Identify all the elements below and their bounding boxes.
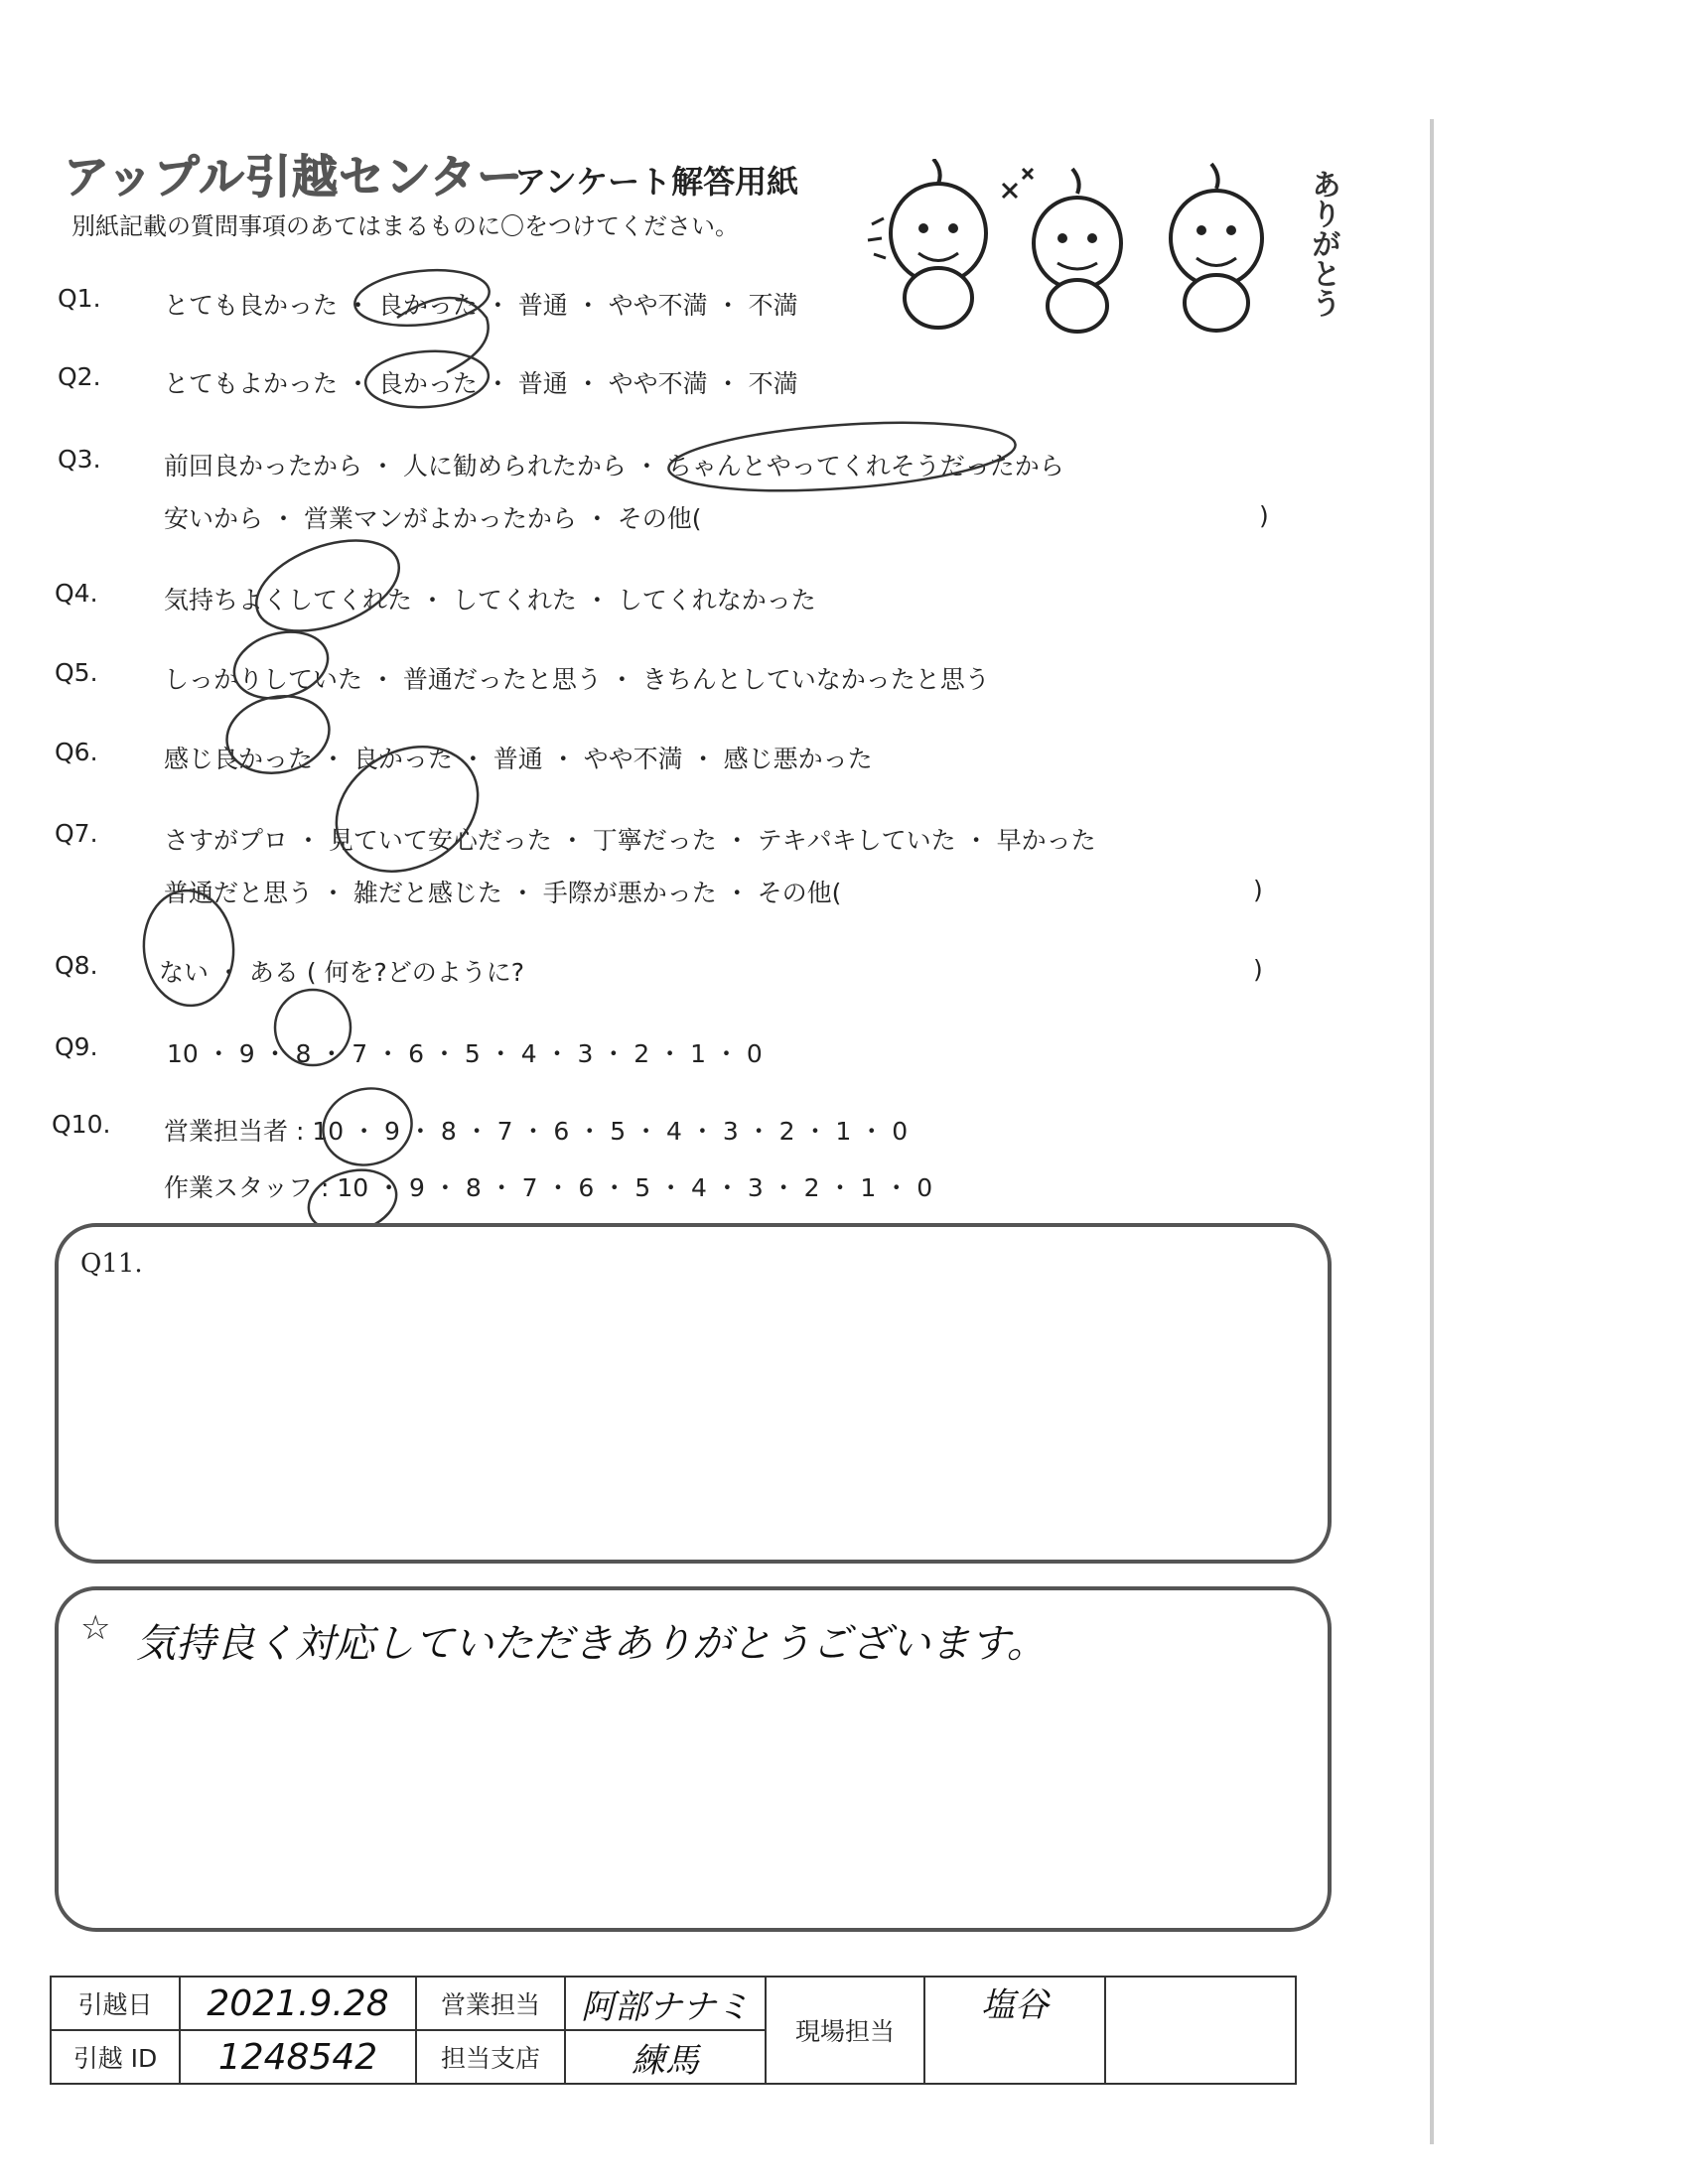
- q3-options-line2[interactable]: 安いから ・ 営業マンがよかったから ・ その他(: [164, 504, 702, 533]
- q7-options-line2[interactable]: 普通だと思う ・ 雑だと感じた ・ 手際が悪かった ・ その他(: [164, 879, 842, 907]
- branch-label: 担当支店: [416, 2030, 565, 2084]
- q11-label: Q11.: [80, 1249, 143, 1279]
- q1-label: Q1.: [58, 284, 101, 313]
- q3-close-paren: ): [1259, 501, 1269, 530]
- q3-label: Q3.: [58, 445, 101, 474]
- q8-options[interactable]: ない ・ ある ( 何を?どのように?: [159, 958, 525, 987]
- move-date-label: 引越日: [51, 1977, 180, 2030]
- handwritten-comment: 気持良く対応していただきありがとうございます。: [136, 1621, 1047, 1667]
- blank-cell: [1105, 1977, 1296, 2084]
- move-id-label: 引越 ID: [51, 2030, 180, 2084]
- star-icon: ☆: [80, 1608, 111, 1648]
- q9-scale[interactable]: 10 ・ 9 ・ 8 ・ 7 ・ 6 ・ 5 ・ 4 ・ 3 ・ 2 ・ 1 ・ 0: [167, 1039, 763, 1068]
- q7-label: Q7.: [55, 819, 98, 848]
- q7-options-line1[interactable]: さすがプロ ・ 見ていて安心だった ・ 丁寧だった ・ テキパキしていた ・ 早かった: [164, 826, 1096, 855]
- move-date-value[interactable]: 2021.9.28: [180, 1977, 416, 2030]
- q11-answer-box[interactable]: [55, 1223, 1332, 1564]
- move-info-table: [50, 1976, 1297, 2085]
- q6-options[interactable]: 感じ良かった ・ 良かった ・ 普通 ・ やや不満 ・ 感じ悪かった: [164, 745, 873, 773]
- q10-label: Q10.: [52, 1110, 111, 1139]
- move-id-value[interactable]: 1248542: [180, 2030, 416, 2084]
- branch-value[interactable]: 練馬: [565, 2030, 766, 2084]
- q7-close-paren: ): [1253, 876, 1263, 904]
- q10-sales-scale[interactable]: 営業担当者 : 10 ・ 9 ・ 8 ・ 7 ・ 6 ・ 5 ・ 4 ・ 3 ・ 2 ・ 1 ・ 0: [164, 1117, 909, 1146]
- q10-staff-scale[interactable]: 作業スタッフ : 10 ・ 9 ・ 8 ・ 7 ・ 6 ・ 5 ・ 4 ・ 3 ・ 2 ・ 1 ・ 0: [164, 1173, 933, 1202]
- site-rep-label: 現場担当: [766, 1977, 924, 2084]
- comment-box[interactable]: [55, 1586, 1332, 1932]
- q2-label: Q2.: [58, 362, 101, 391]
- q1-options[interactable]: とても良かった ・ 良かった ・ 普通 ・ やや不満 ・ 不満: [164, 291, 798, 320]
- sales-rep-label: 営業担当: [416, 1977, 565, 2030]
- q3-options-line1[interactable]: 前回良かったから ・ 人に勧められたから ・ ちゃんとやってくれそうだったから: [164, 452, 1064, 480]
- q6-label: Q6.: [55, 738, 98, 766]
- q8-close-paren: ): [1253, 955, 1263, 984]
- company-title: アップル引越センター: [64, 150, 524, 204]
- q5-options[interactable]: しっかりしていた ・ 普通だったと思う ・ きちんとしていなかったと思う: [164, 665, 990, 694]
- q8-label: Q8.: [55, 951, 98, 980]
- instruction-text: 別紙記載の質問事項のあてはまるものに〇をつけてください。: [71, 212, 739, 240]
- sales-rep-value[interactable]: 阿部ナナミ: [565, 1977, 766, 2030]
- q9-label: Q9.: [55, 1032, 98, 1061]
- q5-label: Q5.: [55, 658, 98, 687]
- q4-label: Q4.: [55, 579, 98, 608]
- site-rep-value[interactable]: 塩谷: [924, 1977, 1105, 2084]
- q4-options[interactable]: 気持ちよくしてくれた ・ してくれた ・ してくれなかった: [164, 586, 816, 614]
- mascot-caption: ありがとう: [1306, 169, 1340, 318]
- scan-edge-line: [1430, 119, 1434, 2144]
- form-subtitle: アンケート解答用紙: [514, 163, 799, 201]
- q2-options[interactable]: とてもよかった ・ 良かった ・ 普通 ・ やや不満 ・ 不満: [164, 369, 798, 398]
